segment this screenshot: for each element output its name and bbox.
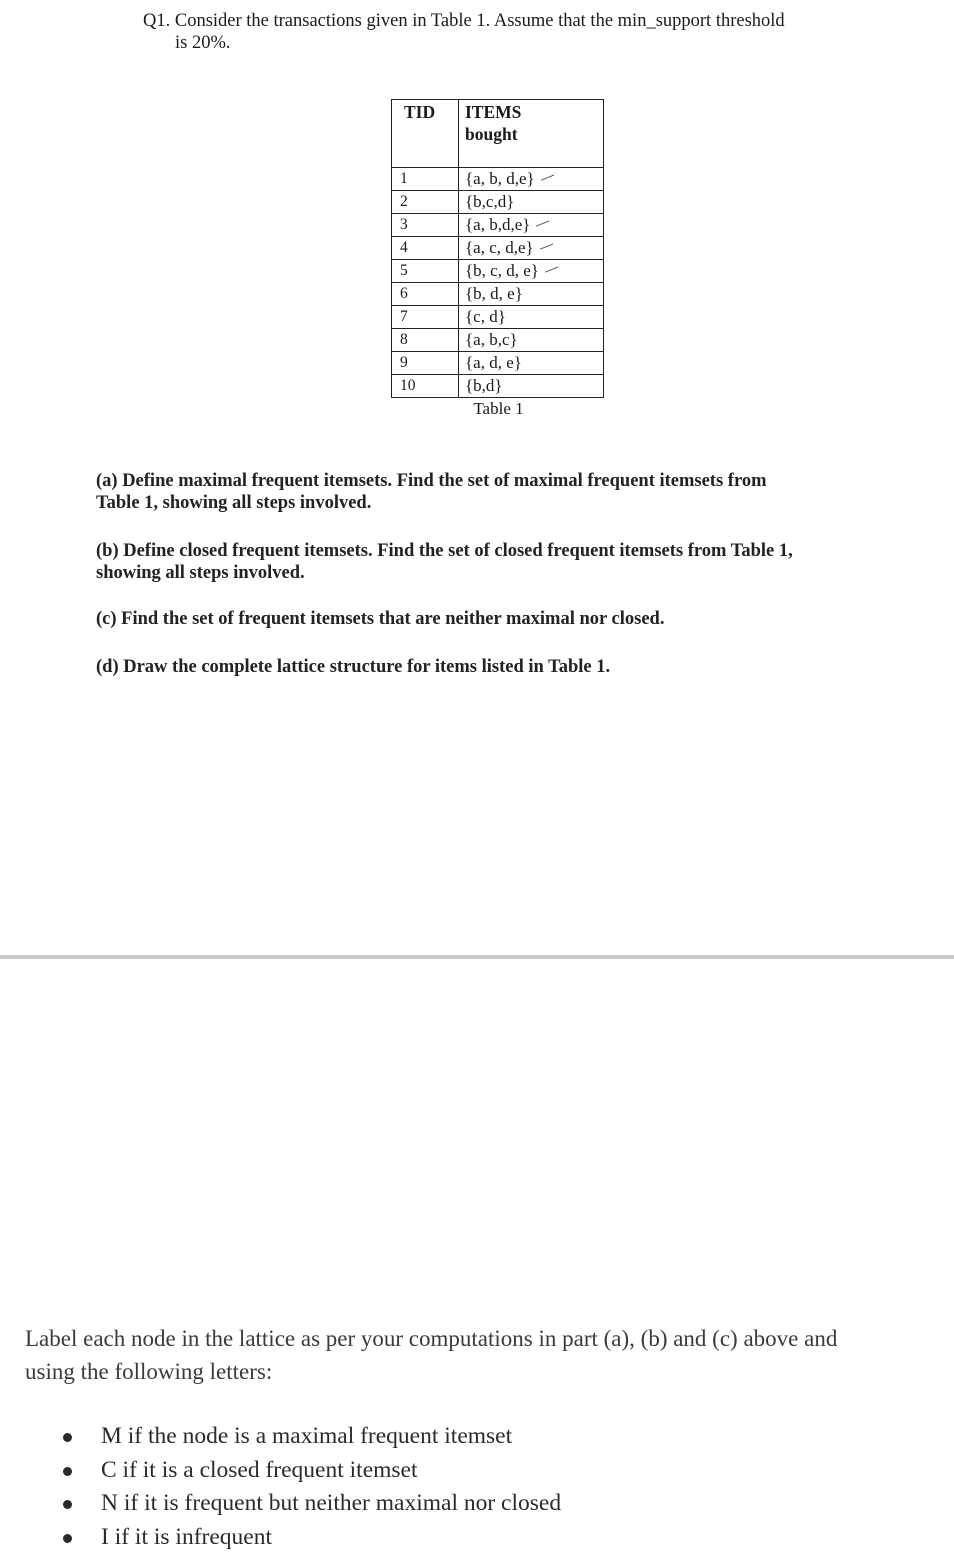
part-c: (c) Find the set of frequent itemsets that are neither maximal nor closed. xyxy=(96,609,665,629)
list-item xyxy=(55,1521,855,1555)
table-cell-tid: 4 xyxy=(392,237,459,260)
part-b-line-2: showing all steps involved. xyxy=(96,563,305,583)
legend-text: M if the node is a maximal frequent itemset xyxy=(101,1423,513,1449)
table-caption: Table 1 xyxy=(473,399,524,418)
table-cell-items xyxy=(459,283,604,306)
items-text: {b, c, d, e} xyxy=(465,261,539,280)
check-mark-icon xyxy=(540,243,557,258)
table-cell-tid: 2 xyxy=(392,191,459,214)
part-d: (d) Draw the complete lattice structure for items listed in Table 1. xyxy=(96,657,611,677)
legend-list xyxy=(55,1420,855,1554)
part-a-line-2: Table 1, showing all steps involved. xyxy=(96,493,372,513)
legend-text: I if it is infrequent xyxy=(101,1523,272,1550)
check-mark-icon xyxy=(536,220,553,235)
question-line-2: is 20%. xyxy=(175,33,231,53)
table-cell-items xyxy=(459,329,604,352)
table-row xyxy=(392,375,604,398)
part-a-line-1: (a) Define maximal frequent itemsets. Find the set of maximal frequent itemsets from xyxy=(96,471,767,491)
table-cell-items xyxy=(459,214,604,237)
table-cell-tid: 10 xyxy=(392,375,459,398)
table-cell-items xyxy=(459,352,604,375)
table-row xyxy=(392,214,604,237)
part-b-line-1: (b) Define closed frequent itemsets. Find the set of closed frequent itemsets from Table 1, xyxy=(96,541,793,561)
table-cell-items xyxy=(459,306,604,329)
items-text: {a, b,c} xyxy=(465,330,518,349)
table-row xyxy=(392,352,604,375)
transactions-table-wrapper xyxy=(391,99,606,419)
question-title xyxy=(143,10,923,54)
section-divider xyxy=(0,955,954,959)
table-row xyxy=(392,237,604,260)
list-item xyxy=(55,1454,855,1488)
header-items-line-2: bought xyxy=(465,124,518,144)
table-cell-tid: 8 xyxy=(392,329,459,352)
table-cell-items xyxy=(459,191,604,214)
items-text: {b, d, e} xyxy=(465,284,523,303)
instructions-intro xyxy=(25,1322,935,1388)
table-cell-items xyxy=(459,375,604,398)
legend-text: N if it is frequent but neither maximal nor closed xyxy=(101,1490,562,1516)
instructions-line-2: using the following letters: xyxy=(25,1359,273,1384)
part-b xyxy=(96,540,916,584)
instructions-line-1: Label each node in the lattice as per your computations in part (a), (b) and (c) above and xyxy=(25,1326,838,1351)
items-text: {c, d} xyxy=(465,307,506,326)
header-tid: TID xyxy=(392,100,459,168)
table-cell-items xyxy=(459,237,604,260)
transactions-table xyxy=(391,99,604,398)
items-text: {a, d, e} xyxy=(465,353,522,372)
table-row xyxy=(392,191,604,214)
bullet-icon xyxy=(63,1467,72,1476)
table-cell-items xyxy=(459,260,604,283)
table-row xyxy=(392,306,604,329)
table-row xyxy=(392,283,604,306)
table-cell-tid: 1 xyxy=(392,168,459,191)
legend-text: C if it is a closed frequent itemset xyxy=(101,1456,418,1483)
bullet-icon xyxy=(63,1500,72,1509)
items-text: {a, c, d,e} xyxy=(465,238,534,257)
check-mark-icon xyxy=(541,174,558,189)
table-cell-tid: 9 xyxy=(392,352,459,375)
items-text: {a, b, d,e} xyxy=(465,169,535,188)
table-cell-tid: 6 xyxy=(392,283,459,306)
header-items-line-1: ITEMS xyxy=(465,102,522,122)
items-text: {b,c,d} xyxy=(465,192,515,211)
list-item xyxy=(55,1420,855,1454)
items-text: {b,d} xyxy=(465,376,503,395)
table-cell-tid: 5 xyxy=(392,260,459,283)
header-items xyxy=(459,100,604,168)
table-cell-tid: 7 xyxy=(392,306,459,329)
bullet-icon xyxy=(63,1433,72,1442)
check-mark-icon xyxy=(545,266,562,281)
list-item xyxy=(55,1487,855,1521)
part-a xyxy=(96,470,916,514)
bullet-icon xyxy=(63,1534,72,1543)
table-row xyxy=(392,260,604,283)
table-row xyxy=(392,168,604,191)
items-text: {a, b,d,e} xyxy=(465,215,531,234)
table-cell-tid: 3 xyxy=(392,214,459,237)
question-line-1: Q1. Consider the transactions given in Table 1. Assume that the min_support threshold xyxy=(143,11,785,31)
table-cell-items xyxy=(459,168,604,191)
table-row xyxy=(392,329,604,352)
table-header-row xyxy=(392,100,604,168)
